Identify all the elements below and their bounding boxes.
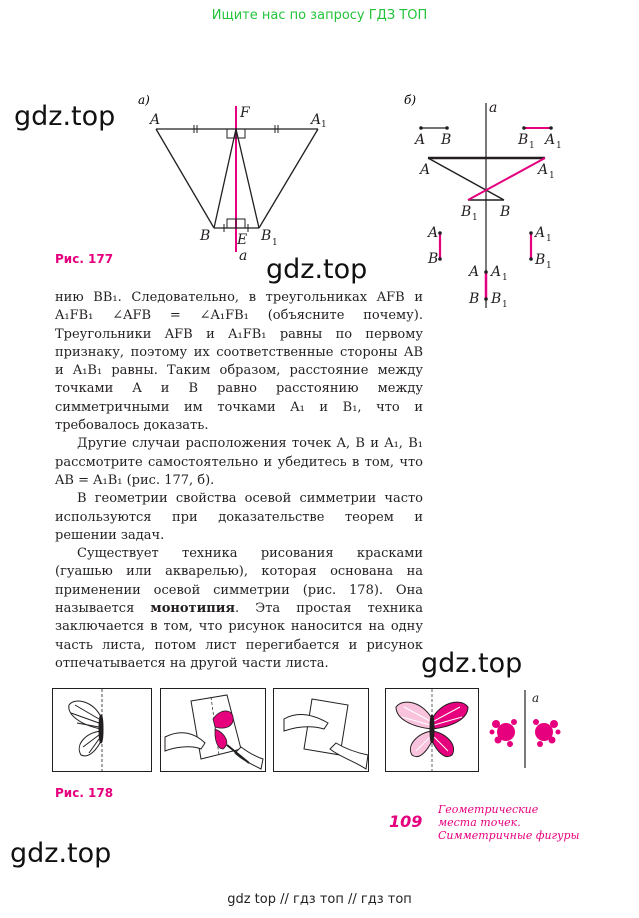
point-label-a: A xyxy=(415,132,426,148)
watermark: gdz.top xyxy=(10,838,112,869)
point-label-b: B xyxy=(500,204,511,220)
half-butterfly-drawing xyxy=(69,701,103,756)
figure-177-caption: Рис. 177 xyxy=(55,252,114,266)
monotype-step-3 xyxy=(273,688,369,772)
figure-part-a-label: а) xyxy=(138,93,150,107)
point-label-b: B xyxy=(200,228,211,244)
paragraph: Другие случаи расположения точек A, B и A₁, B₁ рассмотрите самостоятельно и убедитесь в том, что AB = A₁B₁ (рис. 177, б). xyxy=(55,436,423,488)
running-title xyxy=(438,803,580,842)
segment-ab xyxy=(428,158,504,200)
subscript-1: 1 xyxy=(472,213,478,223)
axis-label-a: a xyxy=(532,691,540,705)
point-label-b: B xyxy=(428,251,439,267)
hand-right xyxy=(235,747,263,769)
segment-fb1 xyxy=(236,129,259,228)
point-label-a: A xyxy=(469,264,480,280)
running-title-line: места точек. xyxy=(438,816,521,829)
segment-a1b1 xyxy=(468,158,545,200)
point-label-a1: A xyxy=(311,112,322,128)
point-label-a1: A xyxy=(491,264,502,280)
paragraph: В геометрии свойства осевой симметрии часто используются при доказательстве теорем и решении задач. xyxy=(55,491,423,543)
ink-blot-symmetry xyxy=(486,688,566,768)
point-label-b1: B xyxy=(518,132,529,148)
subscript-1: 1 xyxy=(502,273,508,283)
figure-part-b-label: б) xyxy=(404,93,417,107)
subscript-1: 1 xyxy=(546,261,552,271)
monotype-step-2 xyxy=(160,688,266,772)
top-banner[interactable]: Ищите нас по запросу ГДЗ ТОП xyxy=(211,8,428,23)
subscript-1: 1 xyxy=(502,300,508,310)
point-label-e: E xyxy=(237,232,248,248)
watermark: gdz.top xyxy=(421,648,523,679)
subscript-1: 1 xyxy=(549,171,555,181)
subscript-1: 1 xyxy=(321,120,327,130)
point-label-a: A xyxy=(420,162,431,178)
right-angle-mark xyxy=(236,219,245,228)
segment-fb xyxy=(214,129,236,228)
segment-a1b1 xyxy=(259,129,318,228)
subscript-1: 1 xyxy=(272,238,278,248)
paragraph xyxy=(55,545,423,673)
point-label-b1: B xyxy=(491,291,502,307)
figure-178-caption: Рис. 178 xyxy=(55,786,114,800)
paragraph-text: Существует техника рисования красками (гуашью или акварелью), которая основана на применении осевой симметрии (рис. 178). Она называется xyxy=(55,546,423,617)
subscript-1: 1 xyxy=(529,141,535,151)
subscript-1: 1 xyxy=(556,141,562,151)
point-label-b: B xyxy=(469,291,480,307)
right-angle-mark xyxy=(227,219,236,228)
point-label-a1: A xyxy=(538,162,549,178)
point-label-a: A xyxy=(428,225,439,241)
paragraph: нию BB₁. Следовательно, в треугольниках AFB и A₁FB₁ ∠AFB = ∠A₁FB₁ (объясните почему). Треугольники AFB и A₁FB₁ равны по первому признаку, поэтому их соответственные стороны AB и A₁B₁ равны. Таким образом, расстояние между точками A и B равно расстоянию между симметричными им точками A₁ и B₁, что и требовалось доказать. xyxy=(55,290,423,434)
figure-177 xyxy=(0,90,639,315)
subscript-1: 1 xyxy=(546,234,552,244)
page-number: 109 xyxy=(389,812,423,831)
point-label-b1: B xyxy=(261,228,272,244)
watermark: gdz.top xyxy=(14,101,116,132)
watermark: gdz.top xyxy=(266,254,368,285)
term-monotype: монотипия xyxy=(150,601,236,617)
body-text xyxy=(55,289,423,673)
point-label-a1: A xyxy=(535,225,546,241)
monotype-step-1 xyxy=(52,688,152,772)
point-label-a1: A xyxy=(545,132,556,148)
point-label-b1: B xyxy=(461,204,472,220)
running-title-line: Геометрические xyxy=(438,803,539,816)
axis-label-a: a xyxy=(489,100,498,116)
axis-label-a: a xyxy=(239,248,248,264)
hand-bottom xyxy=(330,743,368,769)
point-label-a: A xyxy=(150,112,161,128)
point-label-b: B xyxy=(441,132,452,148)
segment-ab xyxy=(156,129,214,228)
paragraph-text: . Эта простая техника заключается в том, что рисунок наносится на одну часть листа, потом лист перегибается и рисунок отпечатывается на другой части листа. xyxy=(55,601,423,671)
monotype-step-4 xyxy=(385,688,479,772)
bottom-links[interactable]: gdz top // гдз топ // гдз топ xyxy=(227,892,412,907)
point-label-f: F xyxy=(240,105,250,121)
point-label-b1: B xyxy=(535,252,546,268)
running-title-line: Симметричные фигуры xyxy=(438,829,580,842)
